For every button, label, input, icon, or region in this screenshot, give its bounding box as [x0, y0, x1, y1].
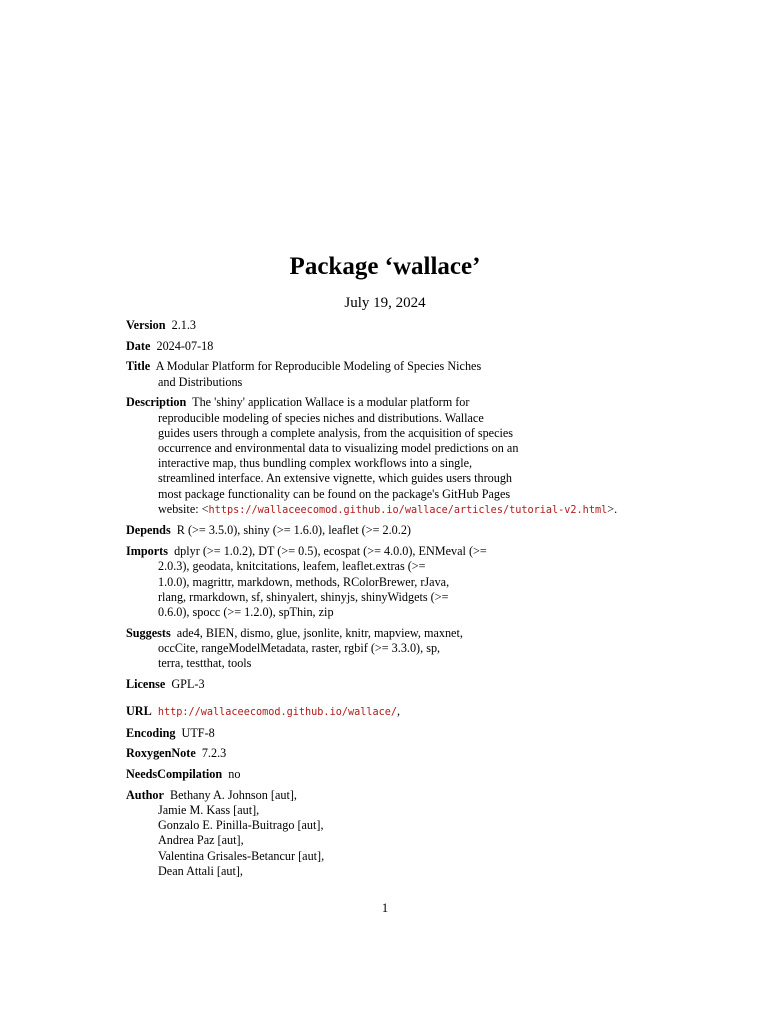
- field-description: [126, 395, 656, 518]
- field-value: ade4, BIEN, dismo, glue, jsonlite, knitr, mapview, maxnet,: [176, 625, 463, 640]
- field-value: UTF-8: [181, 725, 215, 740]
- field-value: 2.1.3: [171, 318, 196, 332]
- field-line: [126, 359, 656, 374]
- field-line: Dean Attali [aut],: [158, 863, 243, 878]
- field-line: occurrence and environmental data to visualizing model predictions on an: [158, 440, 519, 455]
- field-key: Depends: [126, 523, 171, 538]
- field-line: rlang, rmarkdown, sf, shinyalert, shinyjs, shinyWidgets (>=: [158, 589, 449, 604]
- page-number: 1: [381, 901, 389, 915]
- website-suffix: >.: [607, 501, 618, 516]
- field-line: streamlined interface. An extensive vignette, which guides users through: [158, 471, 513, 486]
- field-line: [126, 625, 656, 641]
- field-line: guides users through a complete analysis, from the acquisition of species: [158, 425, 514, 440]
- field-line: Valentina Grisales-Betancur [aut],: [158, 848, 325, 863]
- field-depends: [126, 523, 656, 538]
- field-line: [158, 502, 656, 518]
- field-key: Author: [126, 787, 164, 802]
- field-key: Date: [126, 338, 151, 353]
- field-line: occCite, rangeModelMetadata, raster, rgbif (>= 3.3.0), sp,: [158, 640, 441, 655]
- field-value: 2024-07-18: [156, 338, 214, 353]
- field-key: Title: [126, 359, 151, 374]
- field-value: The 'shiny' application Wallace is a modular platform for: [192, 395, 470, 410]
- field-version: [126, 318, 656, 333]
- field-imports: [126, 544, 656, 620]
- field-author: [126, 788, 656, 879]
- field-line: and Distributions: [158, 374, 243, 389]
- field-url: [126, 704, 656, 720]
- field-line: [126, 544, 656, 559]
- field-key: Version: [126, 318, 166, 332]
- website-prefix: website: <: [158, 501, 209, 516]
- field-line: 0.6.0), spocc (>= 1.2.0), spThin, zip: [158, 604, 334, 619]
- vignette-link[interactable]: https://wallaceecomod.github.io/wallace/articles/tutorial-v2.html: [208, 504, 608, 516]
- field-key: Imports: [126, 544, 168, 559]
- field-key: License: [126, 676, 166, 691]
- field-line: Andrea Paz [aut],: [158, 833, 244, 848]
- url-suffix: ,: [397, 703, 401, 718]
- field-key: URL: [126, 703, 152, 718]
- field-license: [126, 677, 656, 692]
- field-line: Gonzalo E. Pinilla-Buitrago [aut],: [158, 818, 324, 833]
- field-line: [126, 787, 656, 803]
- field-line: Jamie M. Kass [aut],: [158, 802, 260, 817]
- field-key: Suggests: [126, 625, 171, 640]
- field-value: dplyr (>= 1.0.2), DT (>= 0.5), ecospat (>= 4.0.0), ENMeval (>=: [174, 544, 487, 559]
- field-line: most package functionality can be found on the package's GitHub Pages: [158, 486, 511, 501]
- field-line: [126, 395, 656, 410]
- field-value: A Modular Platform for Reproducible Modeling of Species Niches: [155, 359, 482, 374]
- field-roxygen-note: [126, 746, 656, 761]
- field-needs-compilation: [126, 767, 656, 782]
- field-key: Description: [126, 395, 187, 410]
- field-key: NeedsCompilation: [126, 767, 223, 782]
- field-title: [126, 359, 656, 389]
- field-line: reproducible modeling of species niches and distributions. Wallace: [158, 410, 484, 425]
- field-line: terra, testthat, tools: [158, 656, 252, 671]
- document-date: July 19, 2024: [344, 295, 426, 311]
- field-line: 2.0.3), geodata, knitcitations, leafem, leaflet.extras (>=: [158, 559, 426, 574]
- field-suggests: [126, 626, 656, 672]
- package-title: Package ‘wallace’: [289, 253, 481, 280]
- field-value: R (>= 3.5.0), shiny (>= 1.6.0), leaflet (>= 2.0.2): [176, 523, 411, 538]
- field-date: [126, 339, 656, 354]
- field-key: RoxygenNote: [126, 746, 196, 761]
- package-url-link[interactable]: http://wallaceecomod.github.io/wallace/: [157, 706, 398, 718]
- description-fields: [126, 318, 656, 885]
- field-key: Encoding: [126, 725, 176, 740]
- field-value: 7.2.3: [201, 746, 227, 761]
- field-value: no: [228, 767, 241, 782]
- field-line: interactive map, thus bundling complex workflows into a single,: [158, 456, 473, 471]
- field-line: 1.0.0), magrittr, markdown, methods, RColorBrewer, rJava,: [158, 574, 450, 589]
- field-encoding: [126, 726, 656, 741]
- field-value: Bethany A. Johnson [aut],: [170, 787, 297, 802]
- field-value: GPL-3: [171, 676, 205, 691]
